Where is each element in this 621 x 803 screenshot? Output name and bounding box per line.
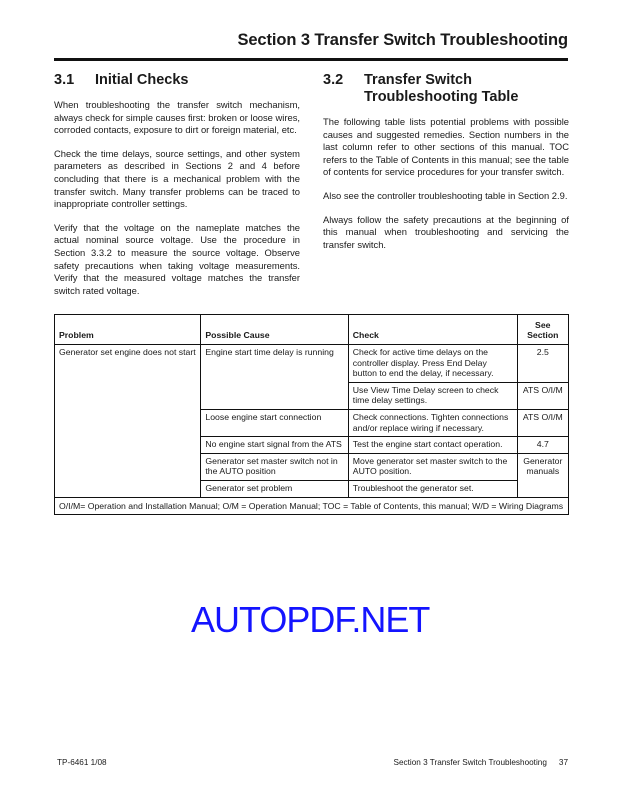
section-heading — [54, 72, 300, 89]
table-row — [55, 345, 569, 383]
cell-check: Move generator set master switch to the AUTO position. — [348, 453, 517, 480]
cell-section: 2.5 — [517, 345, 568, 383]
paragraph: Check the time delays, source settings, and other system parameters as described in Sections 2 and 4 before concluding that there is a mechanical problem with the transfer switch. Many transfer problems can be traced to inappropriate controller settings. — [54, 147, 300, 210]
cell-cause: Generator set problem — [201, 480, 348, 497]
table-footnote: O/I/M= Operation and Installation Manual; O/M = Operation Manual; TOC = Table of Contents, this manual; W/D = Wiring Diagrams — [55, 497, 569, 515]
troubleshooting-table — [54, 314, 569, 515]
cell-problem: Generator set engine does not start — [55, 345, 201, 498]
header-problem: Problem — [55, 315, 201, 345]
paragraph: Also see the controller troubleshooting table in Section 2.9. — [323, 189, 568, 201]
cell-cause: No engine start signal from the ATS — [201, 437, 348, 454]
section-title: Transfer Switch Troubleshooting Table — [364, 72, 519, 105]
section-number: 3.1 — [54, 72, 75, 88]
page-number: 37 — [558, 758, 568, 767]
section-troubleshooting-table-intro — [323, 72, 569, 262]
cell-check: Test the engine start contact operation. — [348, 437, 517, 454]
section-number: 3.2 — [323, 72, 344, 88]
paragraph: Always follow the safety precautions at the beginning of this manual when troubleshooting and servicing the transfer switch. — [323, 213, 569, 250]
header-possible-cause: Possible Cause — [201, 315, 348, 345]
cell-cause: Generator set master switch not in the AUTO position — [201, 453, 348, 480]
cell-check: Check for active time delays on the controller display. Press End Delay button to end the delay, if necessary. — [348, 345, 517, 383]
cell-check: Troubleshoot the generator set. — [348, 480, 517, 497]
table-footnote-row — [55, 497, 569, 515]
section-initial-checks — [54, 72, 300, 308]
table-header-row — [55, 315, 569, 345]
title-rule — [54, 58, 568, 61]
header-see-section: See Section — [517, 315, 568, 345]
cell-check: Use View Time Delay screen to check time delay settings. — [348, 382, 517, 409]
cell-cause: Loose engine start connection — [201, 409, 348, 436]
cell-check: Check connections. Tighten connections and/or replace wiring if necessary. — [348, 409, 517, 436]
footer-section: Section 3 Transfer Switch Troubleshooting — [393, 758, 547, 767]
paragraph: The following table lists potential problems with possible causes and suggested remedies. Section numbers in the last column refer to other sections of this manual. TOC refers to the Table of Contents in this manual; see the table of contents for service procedures for your transfer switch. — [323, 116, 569, 178]
paragraph: When troubleshooting the transfer switch mechanism, always check for simple causes first: broken or loose wires, corroded contacts, exposure to dirt or foreign material, etc. — [54, 99, 300, 136]
cell-section: Generator manuals — [517, 453, 568, 497]
cell-section: ATS O/I/M — [517, 409, 568, 436]
cell-cause: Engine start time delay is running — [201, 345, 348, 410]
page-title: Section 3 Transfer Switch Troubleshooting — [237, 31, 568, 49]
header-check: Check — [348, 315, 517, 345]
cell-section: ATS O/I/M — [517, 382, 568, 409]
section-title: Initial Checks — [95, 72, 189, 88]
cell-section: 4.7 — [517, 437, 568, 454]
section-heading — [323, 72, 569, 106]
footer-doc-id: TP-6461 1/08 — [57, 758, 107, 767]
watermark: AUTOPDF.NET — [191, 599, 430, 640]
footer-right — [394, 758, 568, 767]
paragraph: Verify that the voltage on the nameplate matches the actual nominal source voltage. Use the procedure in Section 3.3.2 to measure the source voltage. Observe safety precautions when taking voltage measurements. Verify that the measured voltage matches the transfer switch rated voltage. — [54, 221, 300, 296]
